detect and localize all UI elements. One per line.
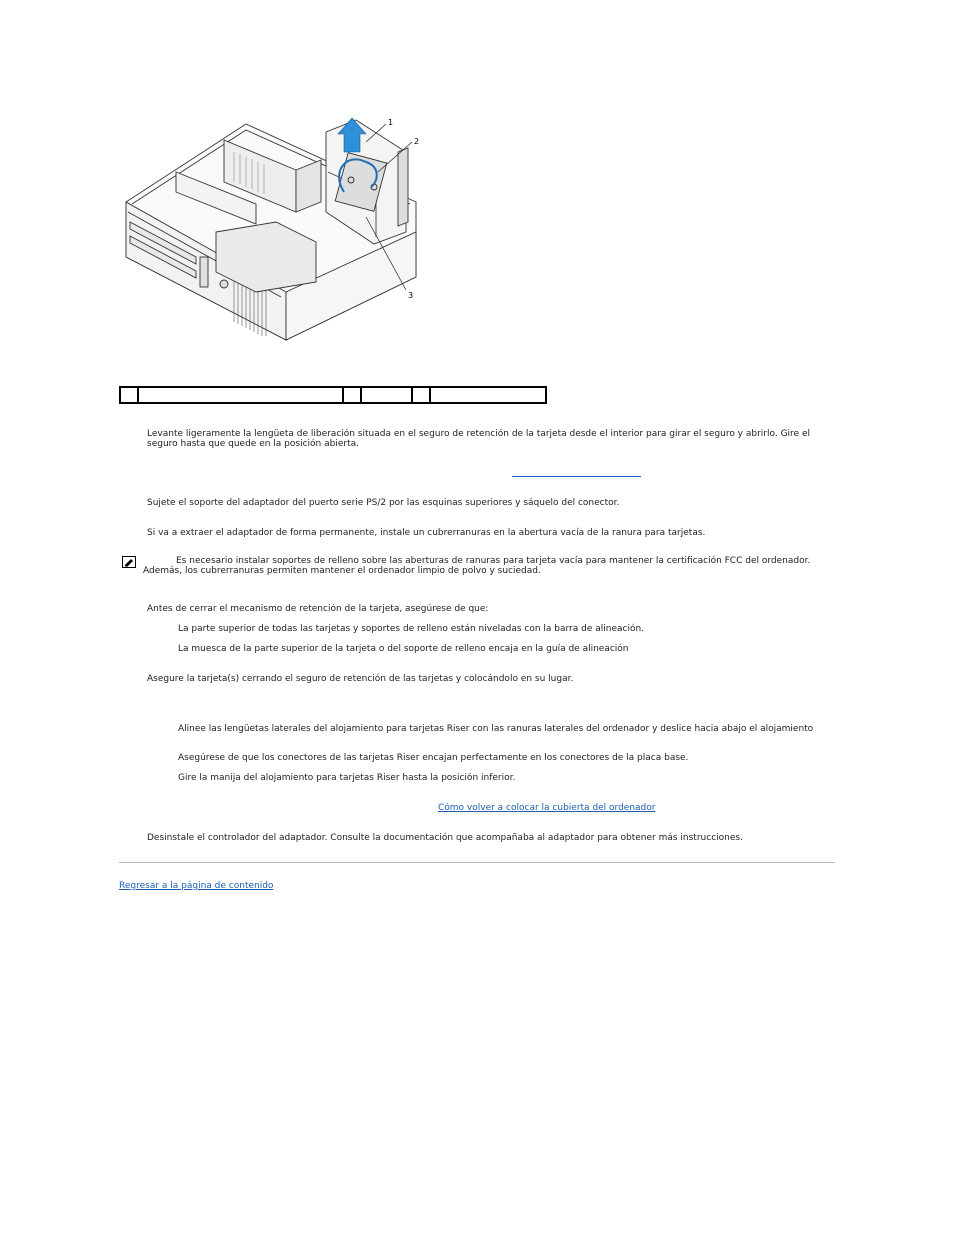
replace-cover-link[interactable]: Cómo volver a colocar la cubierta del ordenador <box>438 803 656 813</box>
callout-1: 1 <box>388 118 394 127</box>
step-text: Levante ligeramente la lengüeta de liberación situada en el seguro de retención de la tarjeta desde el interior para girar el seguro y abrirlo. Gire el <box>147 429 810 439</box>
callout-legend-table <box>119 386 547 404</box>
step-text: Sujete el soporte del adaptador del puerto serie PS/2 por las esquinas superiores y sáquelo del conector. <box>147 498 620 508</box>
callout-2: 2 <box>414 137 420 146</box>
divider <box>119 862 835 863</box>
legend-cell <box>343 387 361 403</box>
step-text: seguro hasta que quede en la posición abierta. <box>147 439 359 449</box>
legend-cell <box>412 387 430 403</box>
bullet-text: La muesca de la parte superior de la tarjeta o del soporte de relleno encaja en la guía de alineación <box>178 644 629 654</box>
step-text: Desinstale el controlador del adaptador. Consulte la documentación que acompañaba al adaptador para obtener más instrucciones. <box>147 833 743 843</box>
step-text: Si va a extraer el adaptador de forma permanente, instale un cubrerranuras en la abertura vacía de la ranura para tarjetas. <box>147 528 706 538</box>
legend-cell <box>138 387 343 403</box>
substep-text: Gire la manija del alojamiento para tarjetas Riser hasta la posición inferior. <box>178 773 516 783</box>
legend-cell <box>120 387 138 403</box>
callout-3: 3 <box>408 291 414 300</box>
legend-cell <box>361 387 412 403</box>
step-text: Antes de cerrar el mecanismo de retención de la tarjeta, asegúrese de que: <box>147 604 489 614</box>
substep-text: Asegúrese de que los conectores de las tarjetas Riser encajan perfectamente en los conectores de la placa base. <box>178 753 689 763</box>
riser-card-removal-illustration <box>116 112 426 347</box>
note-pencil-icon <box>122 556 136 568</box>
step-text: Asegure la tarjeta(s) cerrando el seguro de retención de las tarjetas y colocándolo en su lugar. <box>147 674 574 684</box>
legend-cell <box>430 387 546 403</box>
substep-text: Alinee las lengüetas laterales del alojamiento para tarjetas Riser con las ranuras laterales del ordenador y deslice hacia abajo el alojamiento <box>178 724 814 734</box>
bullet-text: La parte superior de todas las tarjetas y soportes de relleno están niveladas con la barra de alineación. <box>178 624 645 634</box>
note-text: Es necesario instalar soportes de relleno sobre las aberturas de ranuras para tarjeta vacía para mantener la certificación FCC del ordenador. <box>176 556 811 566</box>
note-text: Además, los cubrerranuras permiten mantener el ordenador limpio de polvo y suciedad. <box>143 566 541 576</box>
link-underline[interactable] <box>512 476 641 477</box>
back-to-contents-link[interactable]: Regresar a la página de contenido <box>119 881 274 891</box>
